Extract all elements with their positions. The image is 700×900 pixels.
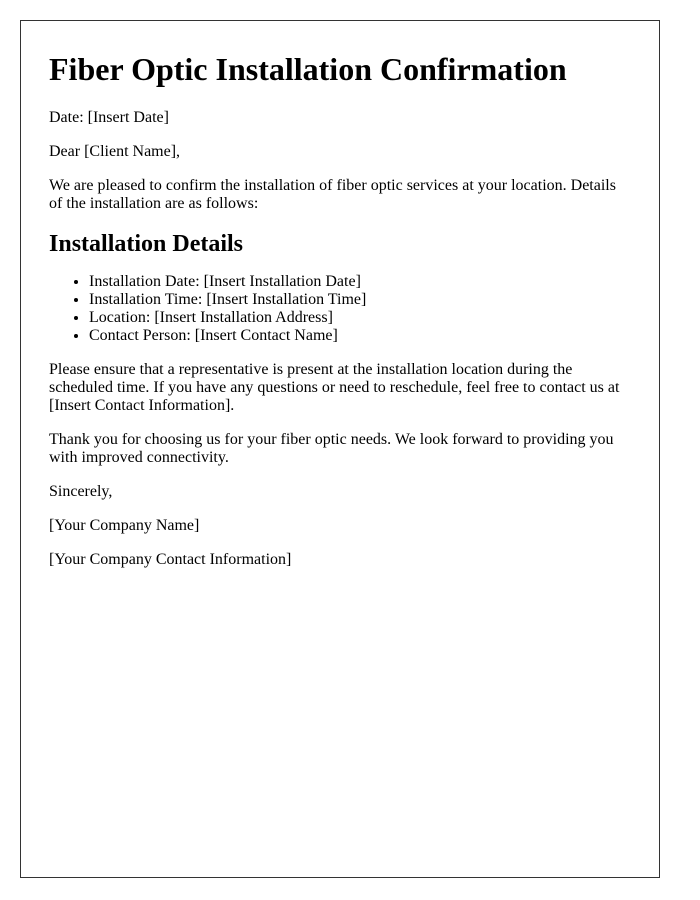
intro-paragraph: We are pleased to confirm the installation of fiber optic services at your location. Details of the installation are as follows: <box>49 177 616 212</box>
detail-contact-person: • Contact Person: [Insert Contact Name] <box>89 327 631 345</box>
detail-location: • Location: [Insert Installation Address] <box>89 309 631 327</box>
company-name: [Your Company Name] <box>49 517 200 534</box>
letter-title: Fiber Optic Installation Confirmation <box>49 51 567 87</box>
detail-installation-time: • Installation Time: [Insert Installation Time] <box>89 291 631 309</box>
detail-installation-date: • Installation Date: [Insert Installation Date] <box>89 273 631 291</box>
company-contact: [Your Company Contact Information] <box>49 551 292 568</box>
representative-paragraph: Please ensure that a representative is present at the installation location during the scheduled time. If you have any questions or need to reschedule, feel free to contact us at [Insert Contact Information]. <box>49 361 620 414</box>
salutation: Dear [Client Name], <box>49 143 181 160</box>
closing: Sincerely, <box>49 483 113 500</box>
letter-page <box>20 20 660 878</box>
date-line: Date: [Insert Date] <box>49 109 169 126</box>
installation-details-list <box>49 273 631 345</box>
installation-details-heading: Installation Details <box>49 231 244 257</box>
thanks-paragraph: Thank you for choosing us for your fiber optic needs. We look forward to providing you with improved connectivity. <box>49 431 614 466</box>
